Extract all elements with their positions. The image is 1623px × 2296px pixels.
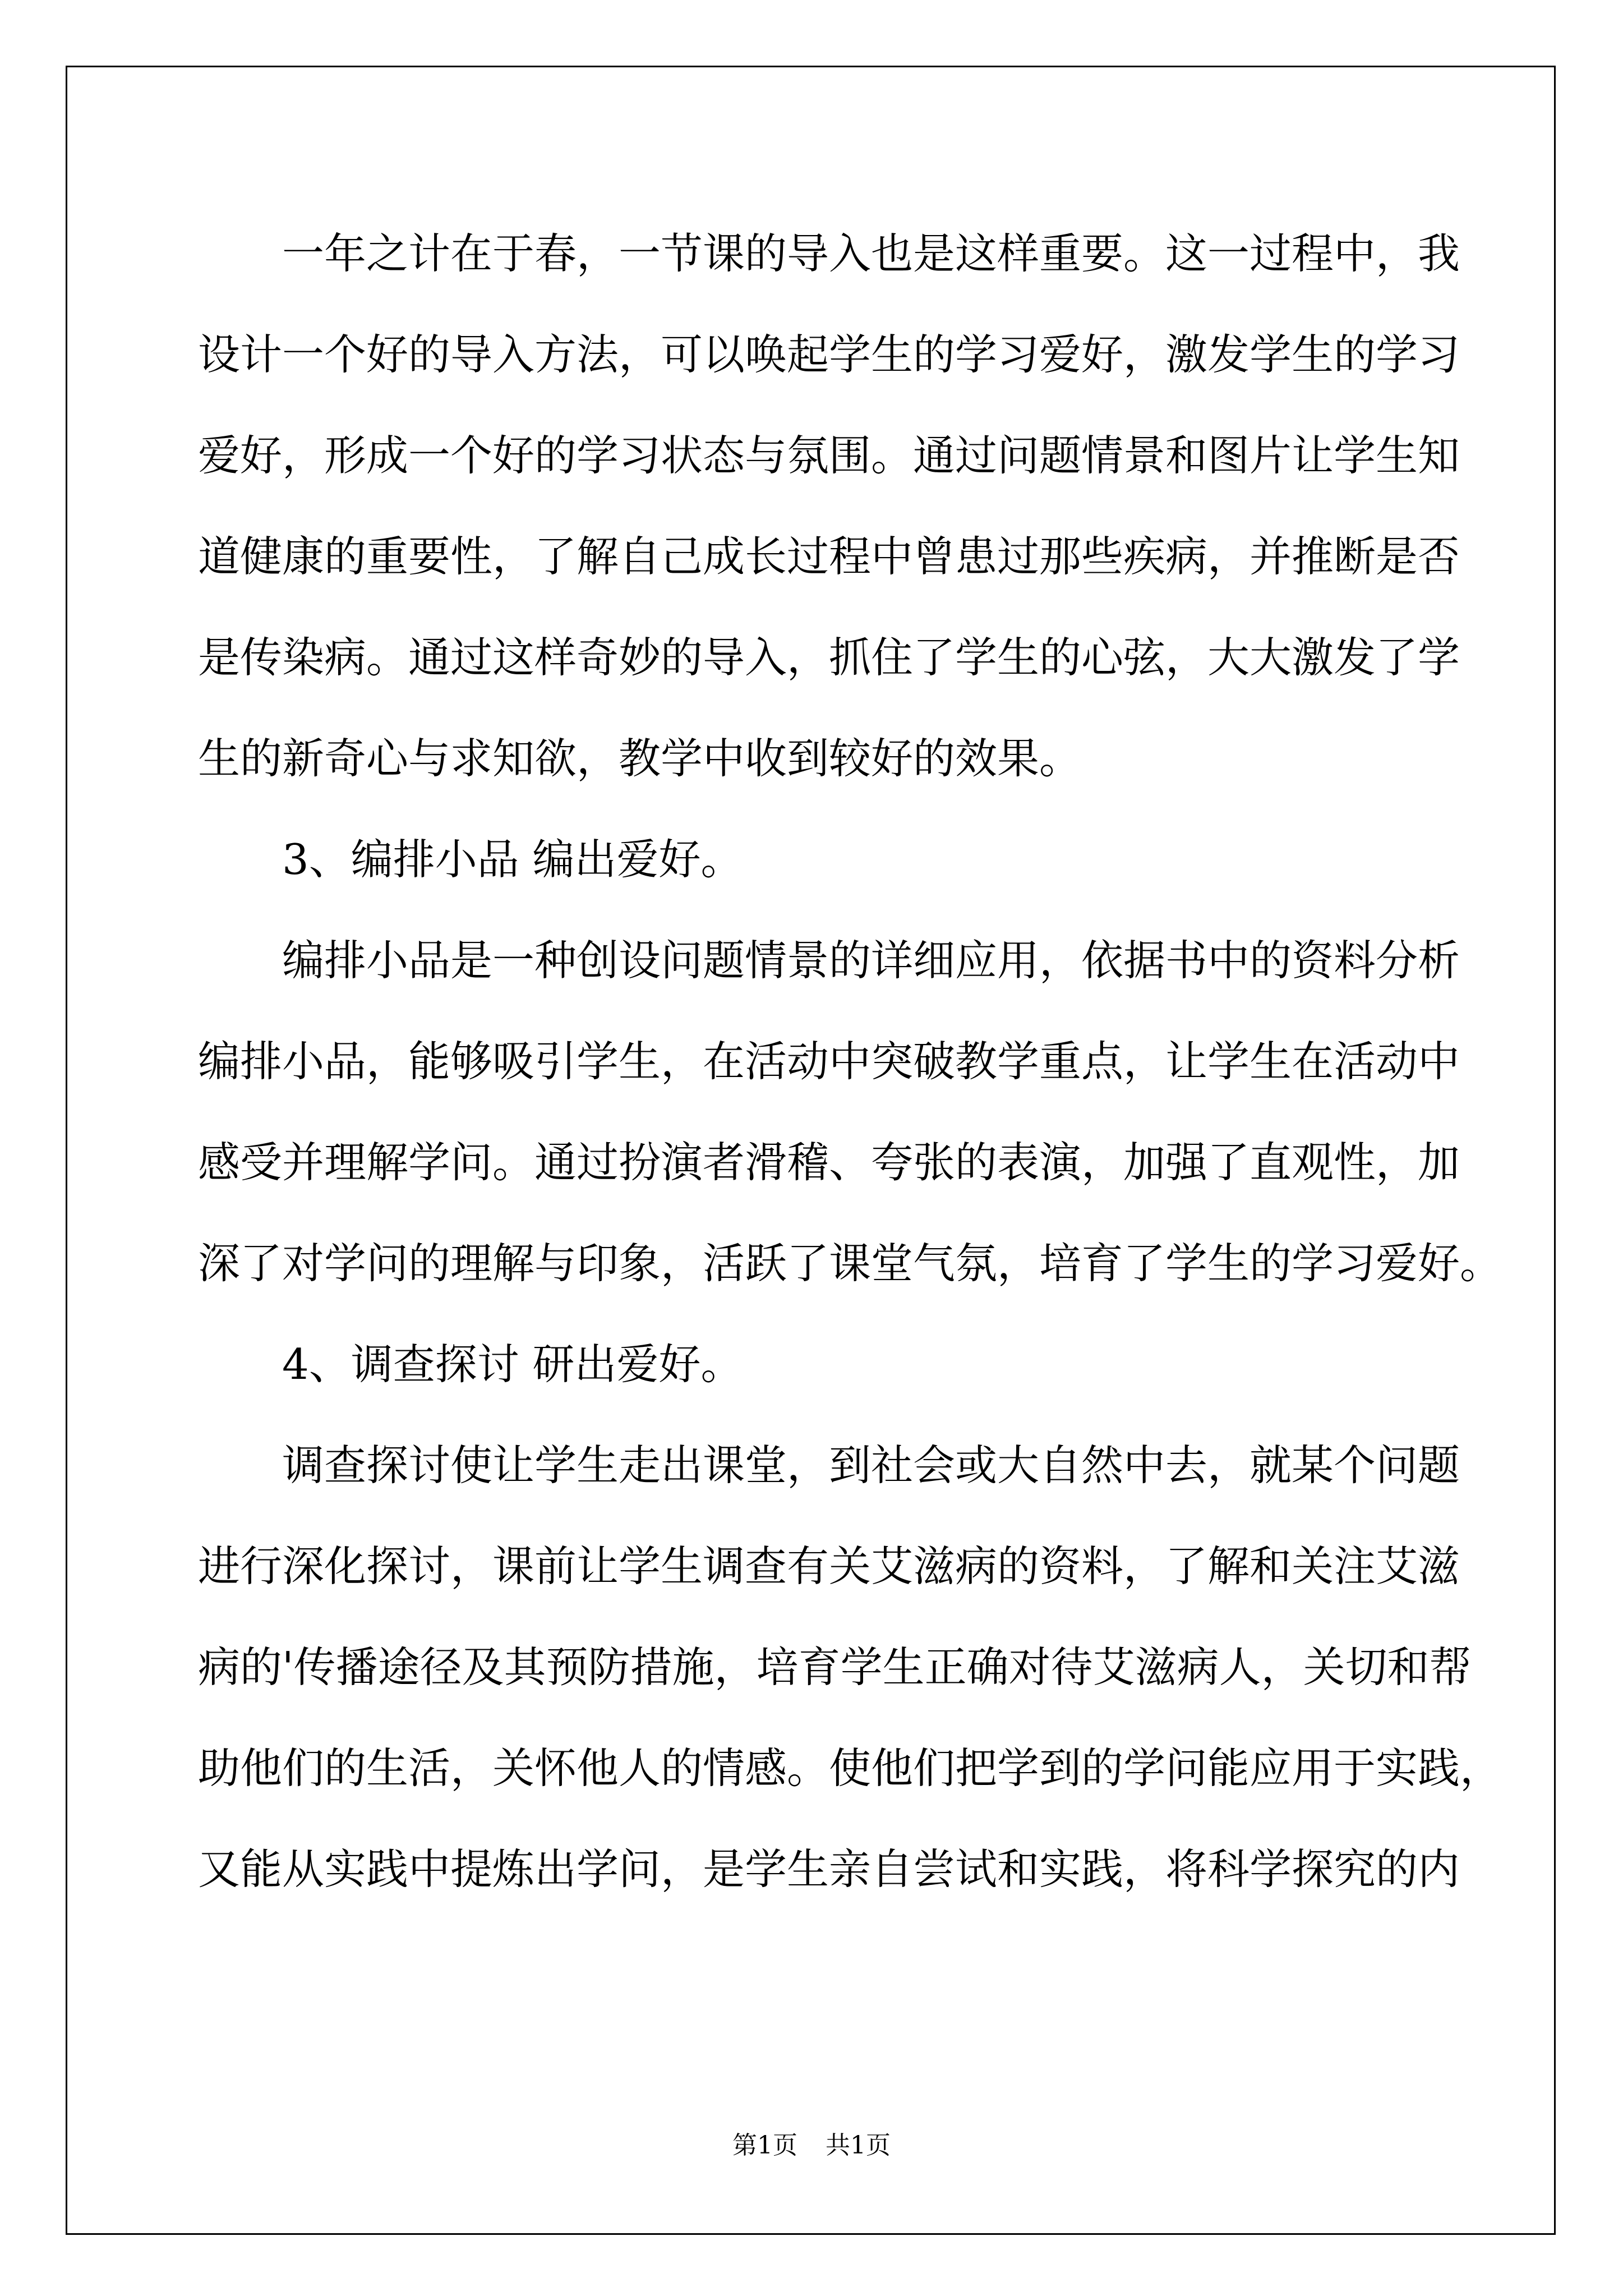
paragraph-line: 一年之计在于春，一节课的导入也是这样重要。这一过程中，我 bbox=[282, 229, 1460, 278]
section-heading: 4、调查探讨 研出爱好。 bbox=[282, 1340, 743, 1389]
paragraph-line: 编排小品是一种创设问题情景的详细应用，依据书中的资料分析 bbox=[282, 936, 1460, 985]
paragraph-line: 病的'传播途径及其预防措施，培育学生正确对待艾滋病人，关切和帮 bbox=[198, 1642, 1472, 1692]
paragraph-line: 爱好，形成一个好的学习状态与氛围。通过问题情景和图片让学生知 bbox=[198, 431, 1460, 480]
paragraph-line: 进行深化探讨，课前让学生调查有关艾滋病的资料，了解和关注艾滋 bbox=[198, 1542, 1460, 1591]
page-total: 共1页 bbox=[826, 2131, 891, 2160]
paragraph-line: 设计一个好的导入方法，可以唤起学生的学习爱好，激发学生的学习 bbox=[198, 330, 1460, 379]
paragraph-line: 生的新奇心与求知欲，教学中收到较好的效果。 bbox=[198, 734, 1082, 783]
paragraph-line: 调查探讨使让学生走出课堂，到社会或大自然中去，就某个问题 bbox=[282, 1441, 1460, 1490]
paragraph-line: 道健康的重要性，了解自己成长过程中曾患过那些疾病，并推断是否 bbox=[198, 532, 1460, 581]
page-number: 第1页 bbox=[732, 2131, 797, 2160]
paragraph-line: 助他们的生活，关怀他人的情感。使他们把学到的学问能应用于实践， bbox=[198, 1743, 1502, 1793]
paragraph-line: 编排小品，能够吸引学生，在活动中突破教学重点，让学生在活动中 bbox=[198, 1037, 1460, 1086]
paragraph-line: 是传染病。通过这样奇妙的导入，抓住了学生的心弦，大大激发了学 bbox=[198, 633, 1460, 682]
paragraph-line: 感受并理解学问。通过扮演者滑稽、夸张的表演，加强了直观性，加 bbox=[198, 1138, 1460, 1187]
paragraph-line: 又能从实践中提炼出学问，是学生亲自尝试和实践，将科学探究的内 bbox=[198, 1844, 1460, 1894]
page-footer bbox=[0, 2129, 1623, 2162]
section-heading: 3、编排小品 编出爱好。 bbox=[282, 835, 743, 884]
document-body bbox=[198, 213, 1502, 1930]
paragraph-line: 深了对学问的理解与印象，活跃了课堂气氛，培育了学生的学习爱好。 bbox=[198, 1239, 1502, 1288]
